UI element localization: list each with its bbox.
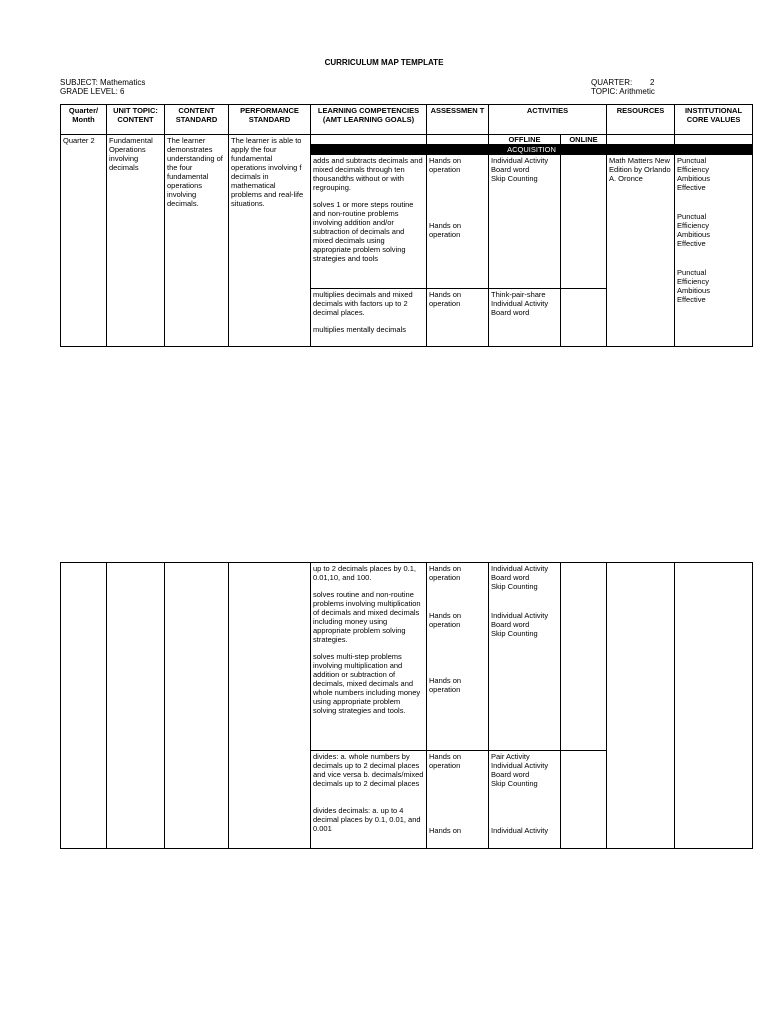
activity-text: Individual Activity bbox=[491, 826, 549, 835]
cell-assessment-1 bbox=[427, 155, 489, 289]
cell-performance-standard: The learner is able to apply the four fundamental operations involving f decimals in mathematical problems and real-life situations. bbox=[229, 135, 311, 347]
cell-quarter: Quarter 2 bbox=[61, 135, 107, 347]
activity-text: Individual Activity Board word Skip Counting bbox=[491, 611, 549, 638]
header-content-standard: CONTENT STANDARD bbox=[165, 105, 229, 135]
cell-activities-online-p2-1 bbox=[561, 563, 607, 751]
competency-text: adds and subtracts decimals and mixed decimals through ten thousandths without or with regrouping. bbox=[313, 156, 423, 192]
cell-unit-topic-p2 bbox=[107, 563, 165, 849]
assessment-text: Hands on bbox=[429, 826, 462, 835]
cell-resources: Math Matters New Edition by Orlando A. Oronce bbox=[607, 155, 675, 347]
assessment-text: Hands on operation bbox=[429, 676, 462, 694]
cell-activities-offline-p2-1 bbox=[489, 563, 561, 751]
competency-text: solves 1 or more steps routine and non-routine problems involving addition and/or subtraction of decimals and mixed decimals using appropriate problem solving strategies and tools bbox=[313, 200, 414, 263]
cell-assessment-p2-2 bbox=[427, 751, 489, 849]
competency-text: multiplies decimals and mixed decimals with factors up to 2 decimal places. bbox=[313, 290, 413, 317]
activity-text: Pair Activity Individual Activity Board word Skip Counting bbox=[491, 752, 549, 788]
cell-core-values-p2 bbox=[675, 563, 753, 849]
assessment-text: Hands on operation bbox=[429, 611, 462, 629]
cell-competencies-p2-1 bbox=[311, 563, 427, 751]
values-text: Punctual Efficiency Ambitious Effective bbox=[677, 156, 710, 192]
subheader-offline: OFFLINE bbox=[489, 135, 561, 145]
document-title: CURRICULUM MAP TEMPLATE bbox=[324, 58, 444, 67]
header-activities: ACTIVITIES bbox=[489, 105, 607, 135]
competency-text: solves routine and non-routine problems involving multiplication of decimals and mixed decimals including money using appropriate problem solving strategies. bbox=[313, 590, 421, 644]
values-text: Punctual Efficiency Ambitious Effective bbox=[677, 268, 710, 304]
quarter-value: 2 bbox=[650, 78, 655, 87]
grade-level-label: GRADE LEVEL: 6 bbox=[60, 87, 125, 96]
header-core-values: INSTITUTIONAL CORE VALUES bbox=[675, 105, 753, 135]
cell-content-standard: The learner demonstrates understanding of the four fundamental operations involving decimals. bbox=[165, 135, 229, 347]
cell-activities-offline-p2-2 bbox=[489, 751, 561, 849]
cell-competencies-1 bbox=[311, 155, 427, 289]
cell-activities-offline-2: Think-pair-share Individual Activity Board word bbox=[489, 289, 561, 347]
cell-values-header-blank bbox=[675, 135, 753, 145]
cell-performance-standard-p2 bbox=[229, 563, 311, 849]
cell-activities-online-p2-2 bbox=[561, 751, 607, 849]
cell-resources-header-blank bbox=[607, 135, 675, 145]
cell-assessment-header-blank bbox=[427, 135, 489, 145]
cell-assessment-2: Hands on operation bbox=[427, 289, 489, 347]
acquisition-band: ACQUISITION bbox=[311, 145, 753, 155]
cell-competencies-2 bbox=[311, 289, 427, 347]
cell-competency-header-blank bbox=[311, 135, 427, 145]
subheader-online: ONLINE bbox=[561, 135, 607, 145]
header-assessment: ASSESSMEN T bbox=[427, 105, 489, 135]
cell-competencies-p2-2 bbox=[311, 751, 427, 849]
cell-quarter-p2 bbox=[61, 563, 107, 849]
competency-text: multiplies mentally decimals bbox=[313, 325, 406, 334]
competency-text: divides decimals: a. up to 4 decimal places by 0.1, 0.01, and 0.001 bbox=[313, 806, 421, 833]
competency-text: divides: a. whole numbers by decimals up to 2 decimal places and vice versa b. decimals/mixed decimals up to 2 decimal places bbox=[313, 752, 424, 788]
activity-text: Individual Activity Board word Skip Counting bbox=[491, 564, 549, 591]
subject-label: SUBJECT: Mathematics bbox=[60, 78, 146, 87]
curriculum-table-page1 bbox=[60, 104, 753, 347]
cell-resources-p2 bbox=[607, 563, 675, 849]
header-performance-standard: PERFORMANCE STANDARD bbox=[229, 105, 311, 135]
header-resources: RESOURCES bbox=[607, 105, 675, 135]
cell-core-values bbox=[675, 155, 753, 347]
competency-text: up to 2 decimals places by 0.1, 0.01,10, and 100. bbox=[313, 564, 416, 582]
cell-activities-offline-1: Individual Activity Board word Skip Counting bbox=[489, 155, 561, 289]
assessment-text: Hands on operation bbox=[429, 221, 462, 239]
assessment-text: Hands on operation bbox=[429, 156, 462, 174]
cell-assessment-p2-1 bbox=[427, 563, 489, 751]
assessment-text: Hands on operation bbox=[429, 752, 462, 770]
cell-unit-topic: Fundamental Operations involving decimals bbox=[107, 135, 165, 347]
header-learning-competencies: LEARNING COMPETENCIES (AMT LEARNING GOALS) bbox=[311, 105, 427, 135]
cell-content-standard-p2 bbox=[165, 563, 229, 849]
header-unit-topic: UNIT TOPIC: CONTENT bbox=[107, 105, 165, 135]
cell-activities-online-2 bbox=[561, 289, 607, 347]
curriculum-table-page2 bbox=[60, 562, 753, 849]
topic-label: TOPIC: Arithmetic bbox=[591, 87, 655, 96]
competency-text: solves multi-step problems involving multiplication and addition or subtraction of decimals, mixed decimals and whole numbers including money using appropriate problem solving strategies and tools. bbox=[313, 652, 421, 715]
assessment-text: Hands on operation bbox=[429, 564, 462, 582]
header-quarter-month: Quarter/ Month bbox=[61, 105, 107, 135]
values-text: Punctual Efficiency Ambitious Effective bbox=[677, 212, 710, 248]
quarter-label: QUARTER: bbox=[591, 78, 633, 87]
cell-activities-online-1 bbox=[561, 155, 607, 289]
